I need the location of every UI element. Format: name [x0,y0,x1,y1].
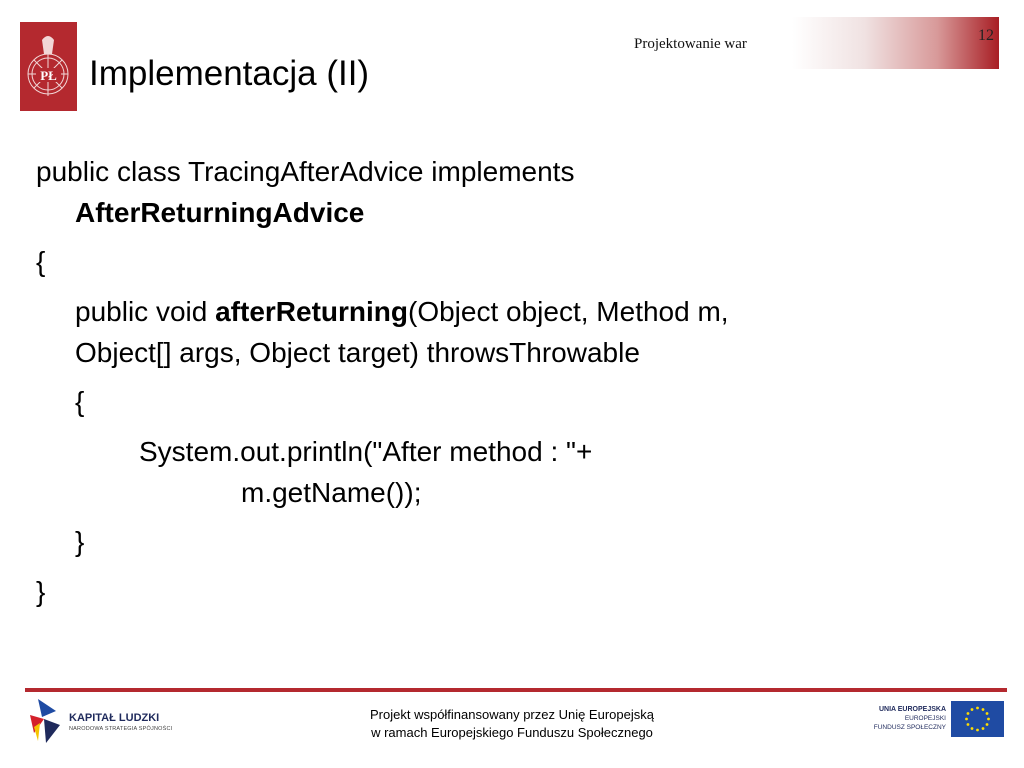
footer-divider [25,688,1007,692]
header-title: Projektowanie war [634,36,747,52]
method-name-bold: afterReturning [215,296,408,327]
code-line-method-params-continued: Object[] args, Object target) throwsThrowable [75,337,640,368]
eu-star-icon [982,708,985,711]
eu-label-line-3: FUNDUSZ SPOŁECZNY [873,724,946,731]
cofinancing-note [322,706,702,742]
eu-flag [951,701,1004,737]
slide-title: Implementacja (II) [89,54,370,93]
eu-star-icon [967,723,970,726]
interface-name-bold: AfterReturningAdvice [75,197,365,228]
kapital-ludzki-star-icon [26,697,70,745]
university-logo [20,22,77,111]
eu-star-icon [987,718,990,721]
eu-label-line-2: EUROPEJSKI [904,715,946,722]
eu-star-icon [976,707,979,710]
university-emblem-icon [20,22,77,111]
eu-stars-icon [951,701,1004,737]
eu-star-icon [965,718,968,721]
eu-star-icon [971,727,974,730]
eu-fund-label [862,705,946,732]
code-line-close-brace: } [36,576,46,607]
eu-star-icon [971,708,974,711]
code-line-method-signature [75,292,729,332]
page-number: 12 [978,27,994,44]
code-line-interface-name [75,193,364,233]
eu-star-icon [986,723,989,726]
kapital-ludzki-subtitle: NARODOWA STRATEGIA SPÓJNOŚCI [69,726,173,732]
code-line-method-close-brace: } [75,526,85,557]
eu-star-icon [982,727,985,730]
method-signature-params: (Object object, Method m, [408,296,729,327]
code-line-method-open-brace: { [75,386,85,417]
code-line-class-declaration: public class TracingAfterAdvice implements [36,156,575,187]
code-line-open-brace: { [36,246,46,277]
kapital-ludzki-title: KAPITAŁ LUDZKI [69,712,160,724]
code-line-println: System.out.println("After method : "+ [139,436,593,467]
eu-star-icon [976,729,979,732]
cofinancing-line-1: Projekt współfinansowany przez Unię Europejską [370,707,654,722]
logo-text: PŁ [40,68,57,83]
code-line-getname: m.getName()); [241,477,422,508]
eu-star-icon [967,712,970,715]
eu-label-line-1: UNIA EUROPEJSKA [878,706,946,713]
method-signature-prefix: public void [75,296,216,327]
cofinancing-line-2: w ramach Europejskiego Funduszu Społecznego [371,725,653,740]
eu-star-icon [986,712,989,715]
